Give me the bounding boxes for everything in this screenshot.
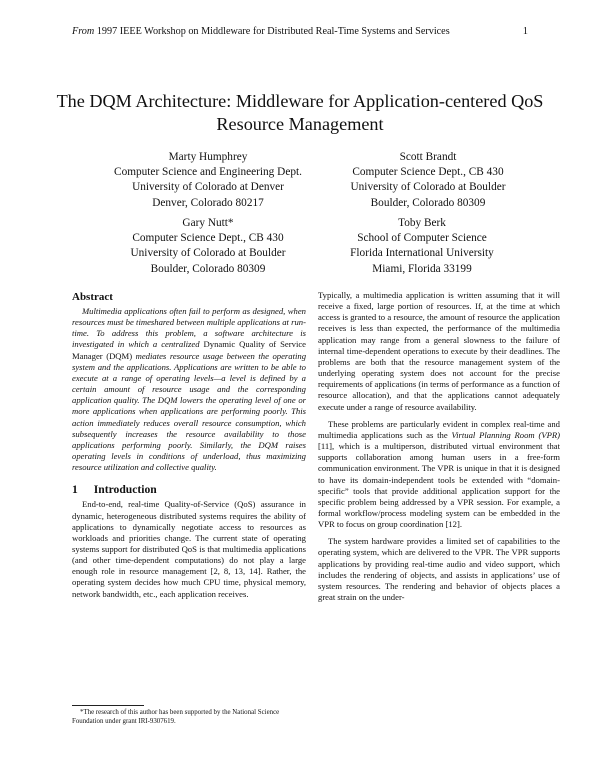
vpr-text-2: [11], which is a multiperson, distributed virtual environment that supports collaboration among human users in a free-form communication environment. The VPR is unique in that it is designed to have its domain-independent tools be extended with “domain-specific” tools that provide additional application support for the specific problem being addressed by a VPR session. For example, a formal workflow/process modeling system can be embedded in the VPR to focus on group coordination [12]. bbox=[318, 441, 560, 530]
section-heading-introduction bbox=[72, 483, 306, 497]
author-address: Miami, Florida 33199 bbox=[372, 262, 472, 275]
title-line-2: Resource Management bbox=[216, 114, 384, 134]
author-affiliation: Computer Science and Engineering Dept. bbox=[114, 166, 302, 179]
paper-title bbox=[40, 90, 560, 136]
author-name: Gary Nutt* bbox=[182, 217, 234, 229]
author-affiliation: Computer Science Dept., CB 430 bbox=[352, 166, 504, 179]
footnote bbox=[72, 709, 306, 726]
section-title: Introduction bbox=[93, 483, 157, 497]
running-header bbox=[72, 26, 528, 37]
author-block-3 bbox=[98, 216, 318, 277]
author-affiliation: School of Computer Science bbox=[357, 232, 487, 245]
author-address: Denver, Colorado 80217 bbox=[152, 196, 264, 209]
author-affiliation: Computer Science Dept., CB 430 bbox=[132, 232, 284, 245]
source-prefix: From bbox=[72, 26, 95, 37]
source-line bbox=[72, 26, 450, 37]
left-column bbox=[72, 290, 306, 600]
author-name: Marty Humphrey bbox=[168, 151, 248, 163]
abstract-heading: Abstract bbox=[72, 291, 113, 303]
footnote-text: *The research of this author has been supported by the National Science Foundation under grant IRI-9307619. bbox=[72, 709, 280, 725]
author-block-1 bbox=[78, 150, 338, 211]
abstract-text-1: Multimedia applications often fail to perform as designed, when resources must be timeshared between multiple applications at run-time. To address this problem, a software architecture is investigated in which a centralized bbox=[72, 306, 306, 350]
abstract-text-2: mediates resource usage between the operating system and the applications. Applications are written to be able to execute at a range of operating levels—a level is defined by a certain amount of resource usage and the corresponding application quality. The DQM lowers the operating level of one or more applications when applications are performing poorly. This action immediately reduces overall resource consumption, which subsequently increases the resource availability to those applications performing poorly. Similarly, the DQM raises operating levels in conditions of underload, thus maximizing resource utilization and collective quality. bbox=[72, 350, 307, 473]
author-affiliation: University of Colorado at Denver bbox=[132, 181, 284, 194]
vpr-text-1: These problems are particularly evident in complex real-time and multimedia applications such as the bbox=[318, 418, 560, 440]
right-column bbox=[318, 290, 560, 603]
vpr-name: Virtual Planning Room (VPR) bbox=[451, 429, 560, 440]
page-number: 1 bbox=[522, 26, 528, 37]
right-paragraph-2 bbox=[318, 419, 560, 531]
author-address: Boulder, Colorado 80309 bbox=[150, 262, 266, 275]
abstract-body bbox=[72, 306, 306, 473]
author-block-2 bbox=[318, 150, 538, 211]
abstract-text-upright: Dynamic Quality of Service Manager (DQM) bbox=[72, 339, 306, 361]
author-affiliation: University of Colorado at Boulder bbox=[350, 181, 506, 194]
source-text: 1997 IEEE Workshop on Middleware for Distributed Real-Time Systems and Services bbox=[96, 26, 450, 37]
section-number: 1 bbox=[72, 483, 78, 497]
author-address: Boulder, Colorado 80309 bbox=[370, 196, 486, 209]
author-name: Toby Berk bbox=[398, 217, 446, 229]
right-paragraph-1: Typically, a multimedia application is written assuming that it will receive a fixed, large portion of resources. If, at the time at which access is granted to a resource, the amount of resource the application receives is less than expected, the performance of the multimedia application may range from a general slowness to the failure of internal time-dependent operations to execute by their deadlines. The problems are both that the resource management system of the underlying operating system does not account for the precise requirements of applications (in terms of performance as a function of resource allocation), and that the applications cannot adequately execute under a range of resource availability. bbox=[318, 290, 560, 412]
title-line-1: The DQM Architecture: Middleware for Application-centered QoS bbox=[56, 91, 544, 111]
right-paragraph-3: The system hardware provides a limited set of capabilities to the operating system, which are delivered to the VPR. The VPR supports applications by providing real-time audio and video support, which includes the rendering of objects, and assists in applications’ use of system resources. The rendering and behavior of objects places a great strain on the under- bbox=[318, 536, 560, 603]
author-name: Scott Brandt bbox=[399, 151, 457, 163]
author-affiliation: Florida International University bbox=[350, 247, 494, 260]
author-affiliation: University of Colorado at Boulder bbox=[130, 247, 286, 260]
author-block-4 bbox=[312, 216, 532, 277]
intro-paragraph-1: End-to-end, real-time Quality-of-Service (QoS) assurance in dynamic, heterogeneous distributed systems requires the ability of applications to dynamically negotiate access to resources as workloads and priorities change. The current state of operating systems support for distributed QoS is that multimedia applications (and other time-dependent computations) do not play a large enough role in resource management [2, 8, 13, 14]. Rather, the operating system decides how much CPU time, physical memory, network bandwidth, etc., each application receives. bbox=[72, 499, 306, 599]
footnote-rule bbox=[72, 705, 144, 706]
